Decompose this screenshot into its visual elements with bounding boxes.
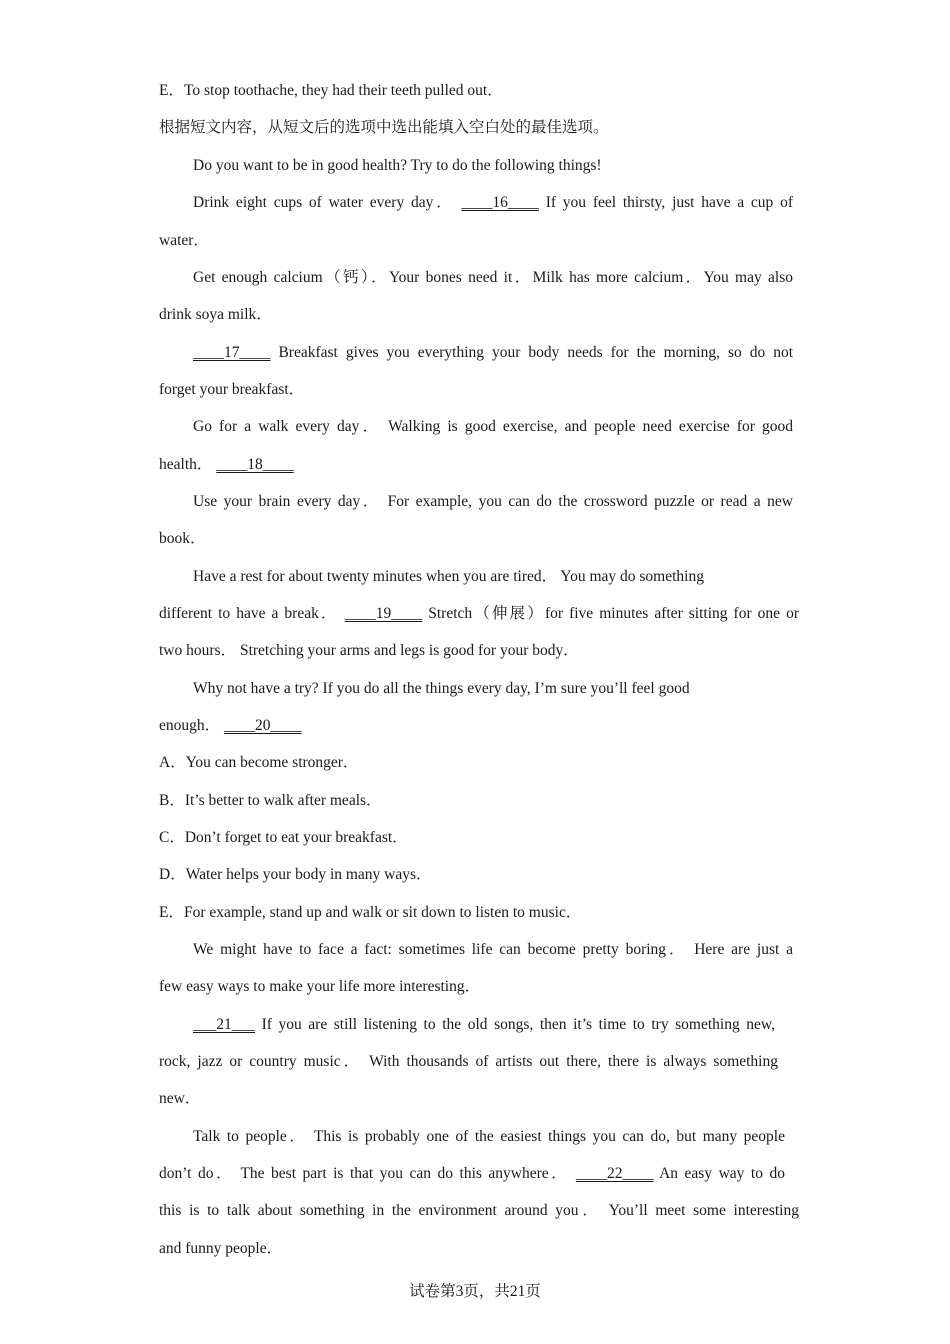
option-a: A．You can become stronger． — [159, 754, 359, 771]
passage-line: few easy ways to make your life more interesting． — [159, 978, 481, 995]
blank-17: ____17____ — [193, 344, 271, 361]
passage-line: two hours． Stretching your arms and legs is good for your body． — [159, 642, 579, 659]
passage-paragraph: Drink eight cups of water every day． ____16____ If you feel thirsty, just have a cup of — [193, 194, 793, 211]
blank-19: ____19____ — [344, 605, 423, 622]
passage-line: this is to talk about something in the environment around you． You’ll meet some interesting — [159, 1202, 799, 1219]
blank-22: ____22____ — [575, 1165, 654, 1182]
passage-line: enough． ____20____ — [159, 717, 302, 734]
blank-20: ____20____ — [224, 717, 302, 734]
blank-21: ___21___ — [193, 1016, 255, 1033]
passage-paragraph: ____17____ Breakfast gives you everything your body needs for the morning, so do not — [193, 344, 793, 361]
passage-paragraph: Talk to people． This is probably one of the easiest things you can do, but many people — [193, 1128, 785, 1145]
passage-line: book． — [159, 530, 206, 547]
passage-paragraph: Have a rest for about twenty minutes when you are tired． You may do something — [193, 568, 704, 585]
passage-paragraph: ___21___ If you are still listening to the old songs, then it’s time to try something new, — [193, 1016, 775, 1033]
blank-18: ____18____ — [216, 456, 294, 473]
passage-paragraph: Use your brain every day． For example, you can do the crossword puzzle or read a new — [193, 493, 793, 510]
passage-line: health． ____18____ — [159, 456, 294, 473]
passage-line: rock, jazz or country music． With thousands of artists out there, there is always something — [159, 1053, 778, 1070]
passage-line: water． — [159, 232, 209, 249]
passage-line: new． — [159, 1090, 201, 1107]
passage-line: drink soya milk． — [159, 306, 272, 323]
option-c: C．Don’t forget to eat your breakfast． — [159, 829, 408, 846]
passage-paragraph: Do you want to be in good health? Try to do the following things! — [193, 157, 602, 174]
option-d: D．Water helps your body in many ways． — [159, 866, 432, 883]
previous-option-e: E．To stop toothache, they had their teeth pulled out． — [159, 82, 503, 99]
passage-line: different to have a break． ____19____ Stretch（伸展）for five minutes after sitting for one or — [159, 605, 799, 622]
passage-paragraph: We might have to face a fact: sometimes life can become pretty boring． Here are just a — [193, 941, 793, 958]
passage-line: don’t do． The best part is that you can do this anywhere． ____22____ An easy way to do — [159, 1165, 785, 1182]
blank-16: ____16____ — [461, 194, 539, 211]
passage-line: forget your breakfast． — [159, 381, 305, 398]
passage-paragraph: Go for a walk every day． Walking is good exercise, and people need exercise for good — [193, 418, 793, 435]
option-b: B．It’s better to walk after meals． — [159, 792, 382, 809]
passage-line: and funny people． — [159, 1240, 283, 1257]
passage-paragraph: Get enough calcium（钙）．Your bones need it．Milk has more calcium．You may also — [193, 269, 793, 286]
section-instruction: 根据短文内容，从短文后的选项中选出能填入空白处的最佳选项。 — [159, 119, 609, 136]
passage-paragraph: Why not have a try? If you do all the things every day, I’m sure you’ll feel good — [193, 680, 690, 697]
page-footer: 试卷第3页，共21页 — [409, 1283, 541, 1300]
option-e: E．For example, stand up and walk or sit down to listen to music． — [159, 904, 582, 921]
